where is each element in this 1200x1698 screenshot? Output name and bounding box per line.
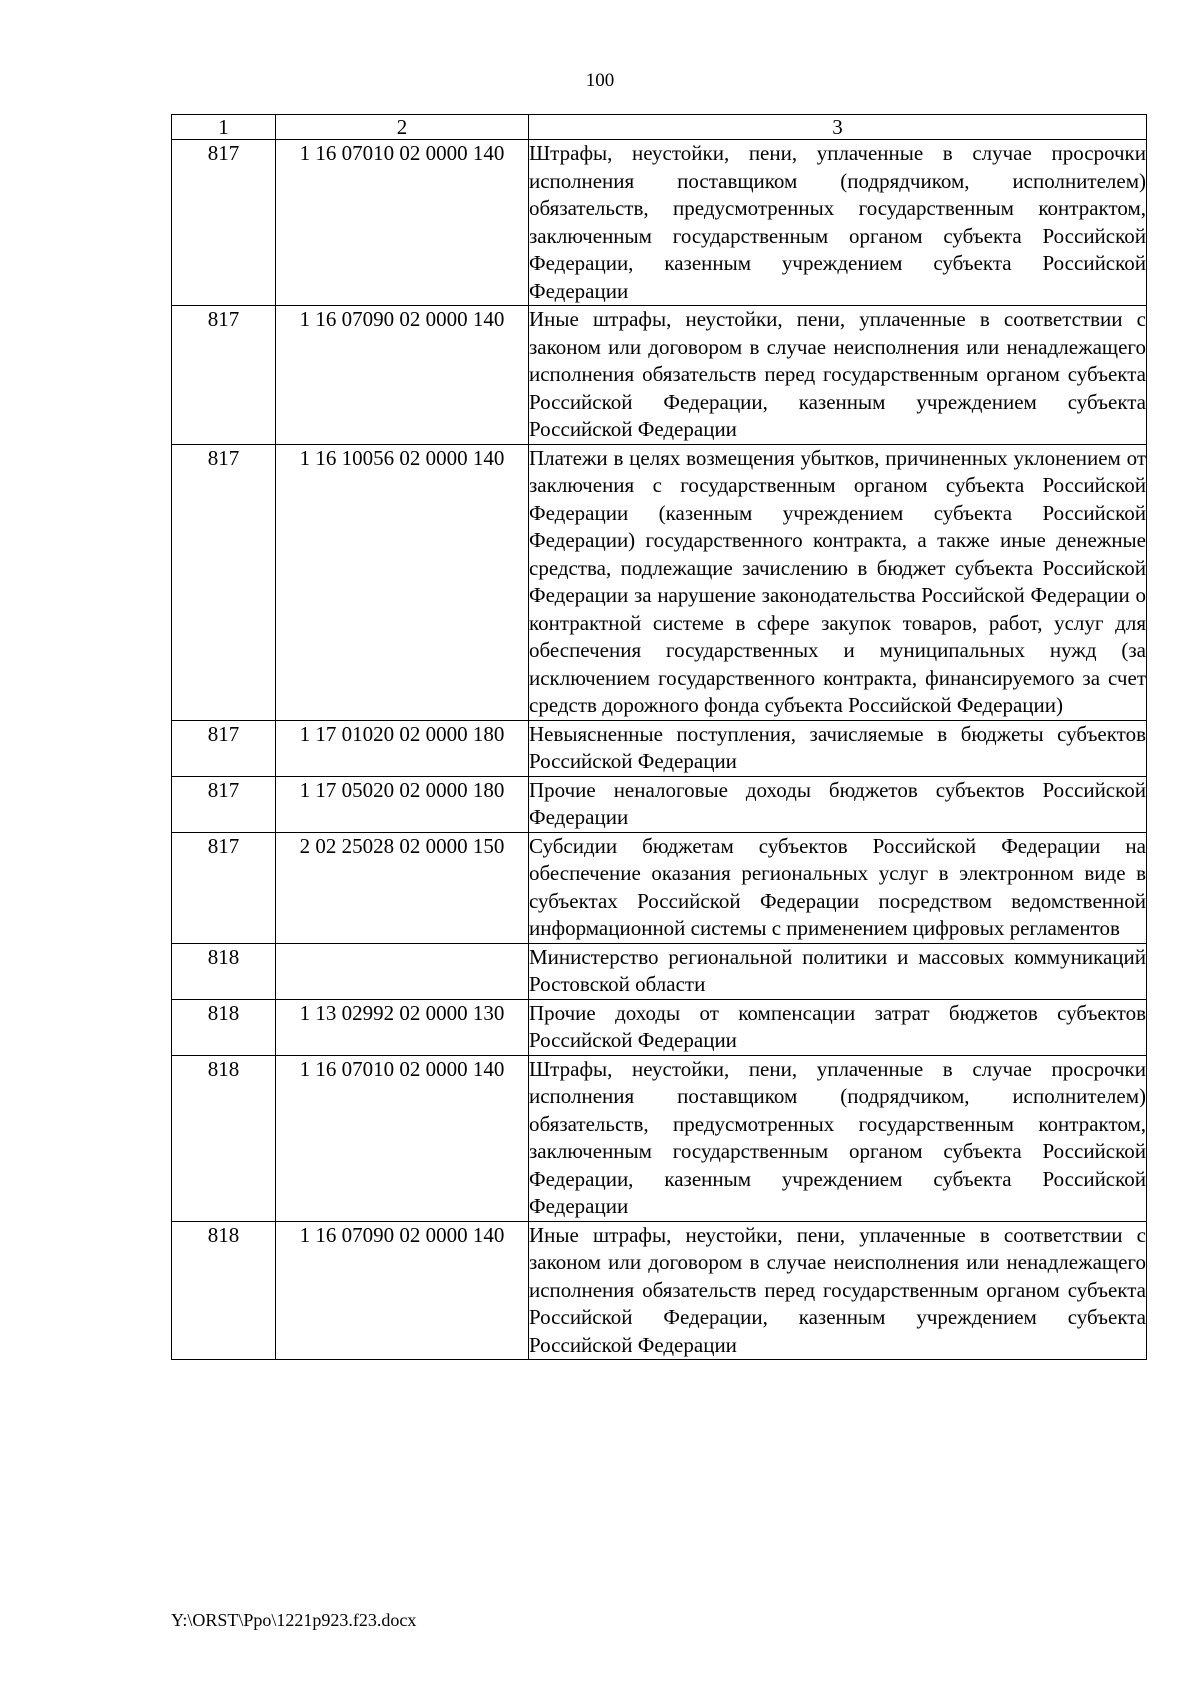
description-cell: Министерство региональной политики и массовых коммуникаций Ростовской области [529, 943, 1147, 999]
table-row [172, 776, 1147, 832]
admin-code-cell: 817 [172, 720, 276, 776]
description-cell: Прочие доходы от компенсации затрат бюджетов субъектов Российской Федерации [529, 999, 1147, 1055]
budget-code-cell: 1 16 07090 02 0000 140 [276, 306, 529, 445]
table-row [172, 832, 1147, 943]
table-row [172, 1055, 1147, 1221]
budget-code-cell: 1 17 05020 02 0000 180 [276, 776, 529, 832]
budget-code-cell: 1 16 07010 02 0000 140 [276, 1055, 529, 1221]
table-row [172, 444, 1147, 720]
table-row [172, 306, 1147, 445]
admin-code-cell: 818 [172, 943, 276, 999]
admin-code-cell: 817 [172, 306, 276, 445]
description-cell: Прочие неналоговые доходы бюджетов субъектов Российской Федерации [529, 776, 1147, 832]
budget-code-cell: 1 17 01020 02 0000 180 [276, 720, 529, 776]
header-cell-3: 3 [529, 115, 1147, 140]
budget-code-cell: 2 02 25028 02 0000 150 [276, 832, 529, 943]
header-cell-1: 1 [172, 115, 276, 140]
budget-code-cell [276, 943, 529, 999]
description-cell: Штрафы, неустойки, пени, уплаченные в случае просрочки исполнения поставщиком (подрядчиком, исполнителем) обязательств, предусмотренных государственным контрактом, заключенным государственным органом субъекта Российской Федерации, казенным учреждением субъекта Российской Федерации [529, 140, 1147, 306]
admin-code-cell: 818 [172, 999, 276, 1055]
budget-code-cell: 1 16 07010 02 0000 140 [276, 140, 529, 306]
admin-code-cell: 817 [172, 140, 276, 306]
admin-code-cell: 817 [172, 776, 276, 832]
header-cell-2: 2 [276, 115, 529, 140]
admin-code-cell: 818 [172, 1221, 276, 1360]
description-cell: Субсидии бюджетам субъектов Российской Федерации на обеспечение оказания региональных услуг в электронном виде в субъектах Российской Федерации посредством ведомственной информационной системы с применением цифровых регламентов [529, 832, 1147, 943]
table-row [172, 999, 1147, 1055]
budget-code-cell: 1 16 10056 02 0000 140 [276, 444, 529, 720]
description-cell: Иные штрафы, неустойки, пени, уплаченные в соответствии с законом или договором в случае неисполнения или ненадлежащего исполнения обязательств перед государственным органом субъекта Российской Федерации, казенным учреждением субъекта Российской Федерации [529, 1221, 1147, 1360]
table-row [172, 720, 1147, 776]
table-header-row [172, 115, 1147, 140]
admin-code-cell: 817 [172, 832, 276, 943]
page-number: 100 [585, 70, 615, 91]
table-row [172, 943, 1147, 999]
budget-code-cell: 1 13 02992 02 0000 130 [276, 999, 529, 1055]
document-file-path: Y:\ORST\Ppo\1221p923.f23.docx [171, 1610, 417, 1630]
description-cell: Иные штрафы, неустойки, пени, уплаченные в соответствии с законом или договором в случае неисполнения или ненадлежащего исполнения обязательств перед государственным органом субъекта Российской Федерации, казенным учреждением субъекта Российской Федерации [529, 306, 1147, 445]
budget-codes-table [171, 114, 1147, 1360]
table-row [172, 140, 1147, 306]
description-cell: Невыясненные поступления, зачисляемые в бюджеты субъектов Российской Федерации [529, 720, 1147, 776]
admin-code-cell: 818 [172, 1055, 276, 1221]
description-cell: Платежи в целях возмещения убытков, причиненных уклонением от заключения с государственным органом субъекта Российской Федерации (казенным учреждением субъекта Российской Федерации) государственного контракта, а также иные денежные средства, подлежащие зачислению в бюджет субъекта Российской Федерации за нарушение законодательства Российской Федерации о контрактной системе в сфере закупок товаров, работ, услуг для обеспечения государственных и муниципальных нужд (за исключением государственного контракта, финансируемого за счет средств дорожного фонда субъекта Российской Федерации) [529, 444, 1147, 720]
budget-code-cell: 1 16 07090 02 0000 140 [276, 1221, 529, 1360]
description-cell: Штрафы, неустойки, пени, уплаченные в случае просрочки исполнения поставщиком (подрядчиком, исполнителем) обязательств, предусмотренных государственным контрактом, заключенным государственным органом субъекта Российской Федерации, казенным учреждением субъекта Российской Федерации [529, 1055, 1147, 1221]
table-row [172, 1221, 1147, 1360]
admin-code-cell: 817 [172, 444, 276, 720]
